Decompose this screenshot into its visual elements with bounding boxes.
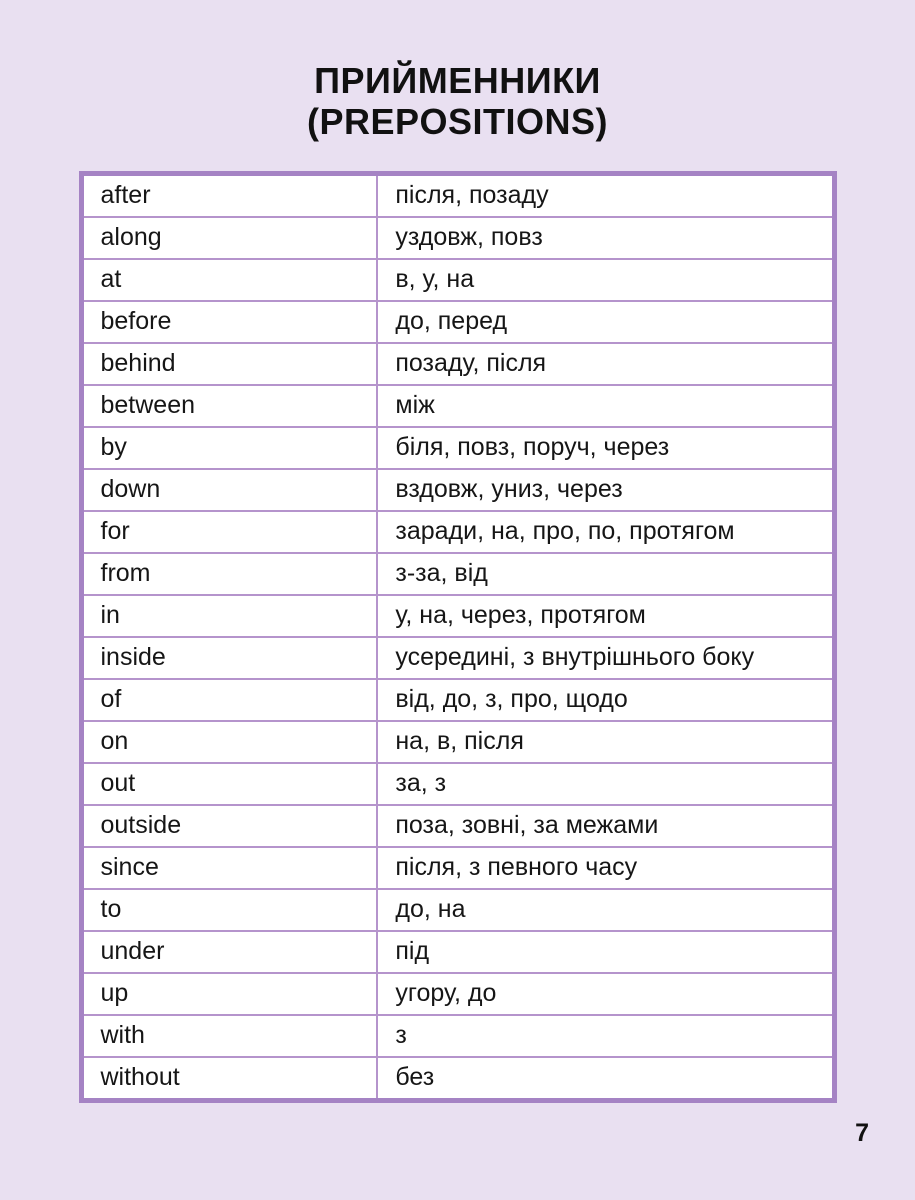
english-word-cell: to: [81, 889, 377, 931]
ukrainian-translation-cell: біля, повз, поруч, через: [377, 427, 834, 469]
ukrainian-translation-cell: з-за, від: [377, 553, 834, 595]
ukrainian-translation-cell: в, у, на: [377, 259, 834, 301]
english-word-cell: under: [81, 931, 377, 973]
english-word-cell: by: [81, 427, 377, 469]
ukrainian-translation-cell: у, на, через, протягом: [377, 595, 834, 637]
english-word-cell: after: [81, 173, 377, 217]
prepositions-table-body: [81, 173, 834, 1100]
english-word-cell: without: [81, 1057, 377, 1101]
ukrainian-translation-cell: вздовж, униз, через: [377, 469, 834, 511]
table-row: [81, 469, 834, 511]
ukrainian-translation-cell: позаду, після: [377, 343, 834, 385]
english-word-cell: at: [81, 259, 377, 301]
english-word-cell: from: [81, 553, 377, 595]
english-word-cell: outside: [81, 805, 377, 847]
table-row: [81, 847, 834, 889]
page-number: 7: [855, 1119, 869, 1147]
english-word-cell: since: [81, 847, 377, 889]
ukrainian-translation-cell: з: [377, 1015, 834, 1057]
english-word-cell: for: [81, 511, 377, 553]
ukrainian-translation-cell: на, в, після: [377, 721, 834, 763]
ukrainian-translation-cell: за, з: [377, 763, 834, 805]
english-word-cell: inside: [81, 637, 377, 679]
table-row: [81, 173, 834, 217]
table-row: [81, 385, 834, 427]
ukrainian-translation-cell: заради, на, про, по, протягом: [377, 511, 834, 553]
ukrainian-translation-cell: під: [377, 931, 834, 973]
english-word-cell: down: [81, 469, 377, 511]
ukrainian-translation-cell: без: [377, 1057, 834, 1101]
english-word-cell: between: [81, 385, 377, 427]
table-row: [81, 217, 834, 259]
table-row: [81, 427, 834, 469]
ukrainian-translation-cell: до, на: [377, 889, 834, 931]
table-row: [81, 763, 834, 805]
table-row: [81, 1015, 834, 1057]
english-word-cell: of: [81, 679, 377, 721]
table-row: [81, 679, 834, 721]
ukrainian-translation-cell: усередині, з внутрішнього боку: [377, 637, 834, 679]
ukrainian-translation-cell: від, до, з, про, щодо: [377, 679, 834, 721]
table-row: [81, 889, 834, 931]
table-row: [81, 721, 834, 763]
ukrainian-translation-cell: угору, до: [377, 973, 834, 1015]
ukrainian-translation-cell: між: [377, 385, 834, 427]
english-word-cell: on: [81, 721, 377, 763]
ukrainian-translation-cell: до, перед: [377, 301, 834, 343]
english-word-cell: out: [81, 763, 377, 805]
prepositions-table: [79, 171, 837, 1103]
page-title-ukrainian: ПРИЙМЕННИКИ: [314, 60, 601, 101]
table-row: [81, 259, 834, 301]
english-word-cell: up: [81, 973, 377, 1015]
table-row: [81, 595, 834, 637]
english-word-cell: before: [81, 301, 377, 343]
table-row: [81, 301, 834, 343]
table-row: [81, 637, 834, 679]
page-title: [0, 0, 915, 143]
english-word-cell: in: [81, 595, 377, 637]
table-row: [81, 973, 834, 1015]
ukrainian-translation-cell: після, з певного часу: [377, 847, 834, 889]
english-word-cell: with: [81, 1015, 377, 1057]
table-row: [81, 805, 834, 847]
table-row: [81, 1057, 834, 1101]
table-row: [81, 931, 834, 973]
ukrainian-translation-cell: поза, зовні, за межами: [377, 805, 834, 847]
page-title-english: (PREPOSITIONS): [306, 101, 609, 143]
english-word-cell: along: [81, 217, 377, 259]
table-row: [81, 511, 834, 553]
ukrainian-translation-cell: після, позаду: [377, 173, 834, 217]
table-row: [81, 553, 834, 595]
english-word-cell: behind: [81, 343, 377, 385]
table-row: [81, 343, 834, 385]
ukrainian-translation-cell: уздовж, повз: [377, 217, 834, 259]
